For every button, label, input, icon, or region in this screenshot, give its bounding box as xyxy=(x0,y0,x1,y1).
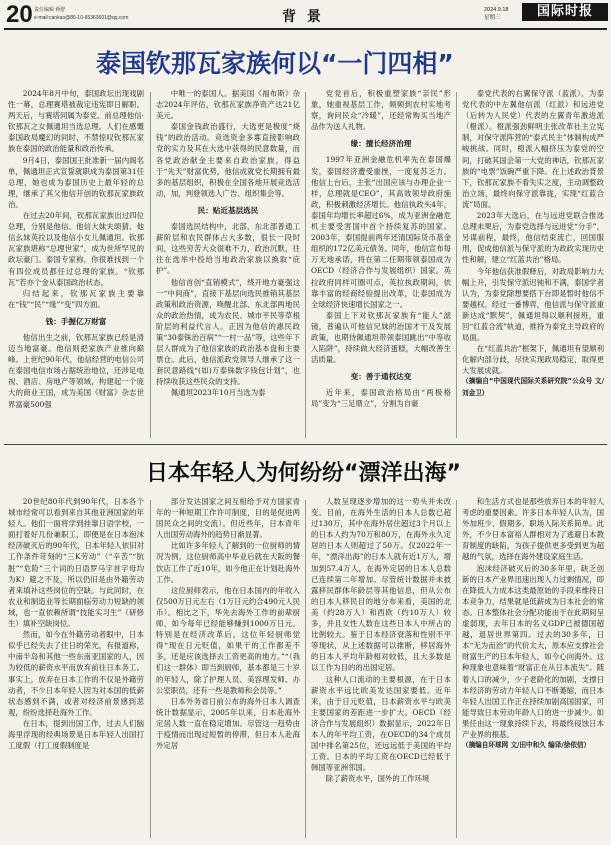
paragraph: 泰党代表的右翼保守派（蓝派）、为泰党代表的中左翼他信派（红派）和远进党（后转为人民党）代表的左翼青年激进派（橙派）。橙派强劲鲜明主张改革社主立宪制，对保守派阵营的“泰式民主”体制构成严峻挑战。同时，橙派入幅挤压为泰党的空间，打破其国会第一大党的神话，钦那瓦家族的“电票”饭碗严重下降。在上述政治背景下，钦那瓦家族不看失实之度，主动调整政治立场，最终向保守派靠拢，实现“红蓝合流”局面。 xyxy=(462,89,604,209)
paragraph: 泰国上下对钦那瓦家族有“能人”滤镜，普遍认可他信兄妹的治国才干及发展政策，也期待佩通坦带领泰国跳出“中等收入陷阱”，持续做大经济蛋糕，大幅改善生活质量。 xyxy=(311,310,451,365)
column-divider xyxy=(456,92,457,438)
subheading: 钱：手握亿万财富 xyxy=(45,316,107,326)
paragraph: 然而，如今在外籍劳动者眼中，日本似乎已经失去了往日的荣光，有报道称，中南半岛和其他一些东南亚国家的人，因为较低的薪资水平而放弃前往日本务工。事实上，放弃在日本工作的不仅是外籍劳动者，不少日本年轻人因为对本国的低薪状态感到不满，或者对经济前景感到悲观，纷纷选择赴海外工作。 xyxy=(8,630,144,717)
paragraph: 2023年大选后，在与远进党联合推选总理未果后，为泰党选择与远进党“分手”，另谋前程，最终，他信结束流亡，回国服刑，促成他信派与保守派的为政政实现历史性和解，建立“红蓝共治”格局。 xyxy=(462,211,604,265)
paragraph: 比如许多年轻人了解到的一位厨师的情况为例，这位厨师高中毕业后就在大阪的餐饮店工作了近10年，如今他正在计划赴海外工作。 xyxy=(156,541,300,584)
paragraph: 党党首后，积极重塑家族“亲民”形象，她重视基层工作，频频到农村实地考察，询问民众“冷暖”，还经常购买当地产品作为送人礼物。 xyxy=(311,89,451,132)
subheading: 民：贴近基层选民 xyxy=(197,205,259,215)
paragraph: 中唯一的泰国人。据美国《福布斯》杂志2024年评估，钦那瓦家族净资产达21亿美元。 xyxy=(156,89,300,121)
paragraph: 归结起来，钦那瓦家族主要靠在“钱”“民”“缘”“变”四方面。 xyxy=(8,288,144,309)
section-name: 背 景 xyxy=(282,9,324,25)
header-rule xyxy=(4,28,607,30)
editor-line: 责任编辑 蒋舒 xyxy=(34,7,66,13)
article1-col3 xyxy=(311,88,451,440)
paragraph: 泡沫经济破灭后的30多年里，缺乏创新的日本产业界迅速出现人力过剩情况，即在降低人力成本这类最原始的手段来维持日本竞争力，结果就是低薪成为日本社会的常态。日本整体社会分配功能由于在此期间呈虚弱现，去年日本的名义GDP已被德国超越，退居世界第四。过去的30多年，日本“无为而治”的代价太大，原本应支撑社会财富生产的日本年轻人，如今心向海外。这种现象也意味着“财富正在从日本流失”。随着人口的减少，少子老龄化的加剧，支撑日本经济的劳动力年轻人口不断萎缩，而日本年轻人出国工作正在持续加剧高国国家，可能导致日本劳动年龄人口的进一步减少。如果任由这一现象持续下去，将最终侵蚀日本产业界的根基。 xyxy=(462,563,604,739)
newspaper-logo: 国际时报 xyxy=(522,3,608,21)
paragraph: 20世纪80年代到90年代，日本各个城市经常可以看到来自其他亚洲国家的年轻人。他们一面将学到挂靠日语学校，一面打着好几份兼职工，即便是在日本泡沫经济破灭后的90年代，日本年轻人依旧对工作条件苛刻的“三K劳动”（“辛苦”“肮脏”“危险”三个词的日语罗马字首字母均为K）避之不及，所以仍旧是由外籍劳动者来填补这些岗位的空缺。与此同时，在农业和制造业等长期面临劳动力短缺的领域，也一直依赖所谓“技能实习生”（研修生）填补空缺岗位。 xyxy=(8,497,144,629)
paragraph: 佩通坦2023年10月当选为泰 xyxy=(170,388,266,398)
paragraph: 在日本，提到出国工作，过去人们脑海里浮现的经典场景是日本年轻人出国打工度假（打工度假制度是 xyxy=(8,718,144,751)
article1-col1 xyxy=(8,88,144,440)
page-header xyxy=(0,0,611,30)
paragraph: 他信出生之前，钦那瓦家族已经是清迈当地富豪。他信则把家族产业推向巅峰。上世纪90年代，他信经营的电信公司在泰国电信市场占据统治地位，还涉足电视、酒店、房地产等领域，构建起一个庞大的商业王国，成为美国《财富》杂志世界富豪500强 xyxy=(8,332,144,409)
article2-col2 xyxy=(156,496,300,841)
article-separator xyxy=(4,444,607,445)
paragraph: 他信首创“直销模式”，绕开地方豪强这一“中间商”，直接下基层向选民推销其基层政策和政治资源，唤醒北部、东北部两地民众的政治热情，成为农民、城市平民等草根阶层的利益代言人。正因为他信的惠民政策“30泰铢治百病”“一村一品”等，这些年下层人群成为了他信家族的政治基本盘和主要票仓。此后，他信派政党领导人继承了这一套民意路线“(如)万泰铢数字钱包计划”，也持续收获这些民众的支持。 xyxy=(156,277,300,387)
date-block xyxy=(484,6,508,22)
paragraph: 泰国选民结构中，北部、东北部普通工薪阶层和农民群体占大多数，很长一段时间，这些穷苦大众很难不力，政治沉默，往往在选举中投给当地政治家族以换取“庇护”。 xyxy=(156,222,300,276)
paragraph: 人数呈现逐步增加的这一势头并未改变。目前，在海外生活的日本人总数已超过130万，其中在海外居住超过3个月以上的日本人约为70万和80万，在海外永久定居的日本人则超过了50万。仅2022年一年，“漂洋出海”的日本人就有近1万人，增加到57.4万人，在海外定居的日本人总数已连续第二年增加。尽管统计数据并未披露移民群体年龄层等其他信息，但从公布的日本人移民目的地分布来看，美国的北美（约28万人）和西欧（约10万人）较多，并且女性人数在这些日本人中所占的比例较大。鉴于日本经济衰落和性别不平等现状，从上述数据可以推断，移居海外的日本人平均年龄相对较低，且大多数是以工作为目的的出国定居。 xyxy=(311,497,451,673)
paragraph: 在过去20年间，钦那瓦家族出过四位总理，分别是他信、他信大妹夫颂猜、他信幺妹英拉以及他信小女儿佩通坦。钦那瓦家族堪称“总理世家”，成为世所罕见的政坛豪门。泰国专家称，你很难找到一个有四位成员都任过总理的家族。“钦那瓦”若亦个金从泰国政治状态。 xyxy=(8,211,144,287)
paragraph: 近年来，泰国政治格局由“两极格局”变为“三足鼎立”，分割为自豪 xyxy=(311,388,451,409)
paragraph: 今年他信获准假释后，对政局影响力大幅上升，引发保守派迟钝和不满，泰国学者认为，为泰党除想要搭下台即是暂时他信不要越权。经过一番博弈，他信派与保守派重新达成“默契”，佩通坦得以顺利接班，重回“红蓝合流”轨道，推持为泰党主导政府的局面。 xyxy=(462,266,604,343)
article2-col4 xyxy=(462,496,604,841)
column-divider xyxy=(305,92,306,438)
column-divider xyxy=(456,500,457,838)
column-divider xyxy=(305,500,306,838)
byline: （摘编自环球网 文/田中和久 编译/徐依信） xyxy=(462,741,591,750)
paragraph: 除了薪资水平，国外的工作环境 xyxy=(325,774,430,784)
paragraph: 2024年8月中旬，泰国政坛出现戏剧性一幕，总理赛塔被裁定违宪即日解职。两天后，与赛塔同属为泰党、前总理他信·钦那瓦之女佩通坦当选总理。人们在感慨泰国政局魔幻的同时，不禁惊叹钦那瓦家族在泰国的政治能量和政治传承。 xyxy=(8,89,144,154)
article2-col3 xyxy=(311,496,451,841)
article1-col2 xyxy=(156,88,300,440)
byline: （摘编自“中国现代国际关系研究院”公众号 文/刘金卫） xyxy=(462,377,604,397)
paragraph: 这种人口流动的主要根源，在于日本薪资水平远比欧美发达国家要低。近年来，由于日元贬值，日本薪资水平与欧美主要国家的差距进一步扩大。OECD（经济合作与发展组织）数据显示，2022年日本人的年平均工资，在OECD的34个成员国中排名第25位，还远远低于美国的平均工资。日本的平均工资在OECD已经低于韩国等亚洲邻国。 xyxy=(311,674,451,773)
article1-col4 xyxy=(462,88,604,440)
email-line: e-mail:cankao@86-10-65363601@qq.com xyxy=(34,15,129,21)
subheading: 变：善于通权达变 xyxy=(350,372,412,382)
paragraph: 日本外务省日前公布的海外日本人调查统计数据显示，2005年以来，日本赴海外定居人数一直在稳定增加。尽管这一趋势由于疫情而出现过短暂的停滞，但日本人赴海外定居 xyxy=(156,696,300,751)
article2-title: 日本年轻人为何纷纷“漂洋出海” xyxy=(146,461,461,486)
editor-info xyxy=(34,6,128,22)
page-number: 20 xyxy=(6,1,33,28)
paragraph: 在“红蓝共治”框架下，佩通坦有望顺利化解内部分歧，尽快实现政局稳定，取得更大发展成就。 xyxy=(462,344,604,376)
article2-col1 xyxy=(8,496,144,841)
paragraph: 和生活方式也是那些放弃日本的年轻人考虑的重要因素。许多日本年轻人认为，国外加班少、假期多、职场人际关系简单。此外，不少日本富裕人群相对为了逃避日本教育制度的缺陷，为孩子提供更多受到更为超越的气氛，选择在海外建设家庭生活。 xyxy=(462,497,604,562)
paragraph: 这位厨师表示，他在日本国内的年收入仅500万日元左右（1万日元约合490元人民币）。相比之下，华先去海外工作的前辈厨师，如今每年已经能够赚到1000万日元。特别是在经济改革后，这位年轻厨师觉得“现在日元贬值，如果干的工作都差不多，还是应该选择去工资更高的地方。”“（我们这一群体）即当到厨师，基本都是三十岁的年轻人，除了护理人员、美容理发师、办公室职员，还有一些是教师和会员等。” xyxy=(156,585,300,695)
paragraph: 部分发达国家之间互相给予对方国家青年的一种短期工作许可制度，目的是促进两国民众之间的交流）。但近些年，日本青年人出国劳动海外的趋势日渐显著。 xyxy=(156,497,300,540)
paragraph: 泰国金钱政治盛行，大选更是极度“烧钱”的政治活动。竞选资金多寡直接影响政党的实力及其在大选中获得的民意数量，而各党政治献金主要来自政治家族。得益于“先天”财富优势，他信成就党长期拥有最多的基层组织，积极在全国各地开展竞选活动，加，判登领选人广告、组织集会等。 xyxy=(156,122,300,198)
date-line: 2024.9.18 xyxy=(484,7,509,13)
column-divider xyxy=(150,92,151,438)
column-divider xyxy=(150,500,151,838)
paragraph: 1997年亚洲金融危机率先在泰国爆发，泰国经济遭受重挫，一度复苏乏力。他信上台后，主张“出国应该与办理企业一样，总理就是CEO”，其高效领导政府施政，积极刺激经济增长。他信执政头4年，泰国年均增长率超过6%，成为亚洲金融危机主要受害国中首个持续复苏的国家。2003年，泰国提前两年还清国际货币基金组织的172亿美元债务。同年，他信宣布每万无地承诺，将在第二任期带领泰国成为OECD（经济合作与发展组织）国家。英拉政府同样可圈可点，英拉执政期间，依靠丰富的经商经验提出改革，让泰国成为全球经济快速增长国家之一。 xyxy=(311,155,451,309)
weekday-line: 星期三 xyxy=(484,15,501,21)
subheading: 缘：擅长经济治理 xyxy=(350,139,412,149)
article1-title: 泰国钦那瓦家族何以“一门四相” xyxy=(96,49,454,78)
paragraph: 9月4日，泰国国王批准新一届内阁名单，佩通坦正式宣誓就职成为泰国第31任总理，她也成为泰国历史上最年轻的总理，继承了其父他信开创的钦那瓦家族政治。 xyxy=(8,155,144,209)
